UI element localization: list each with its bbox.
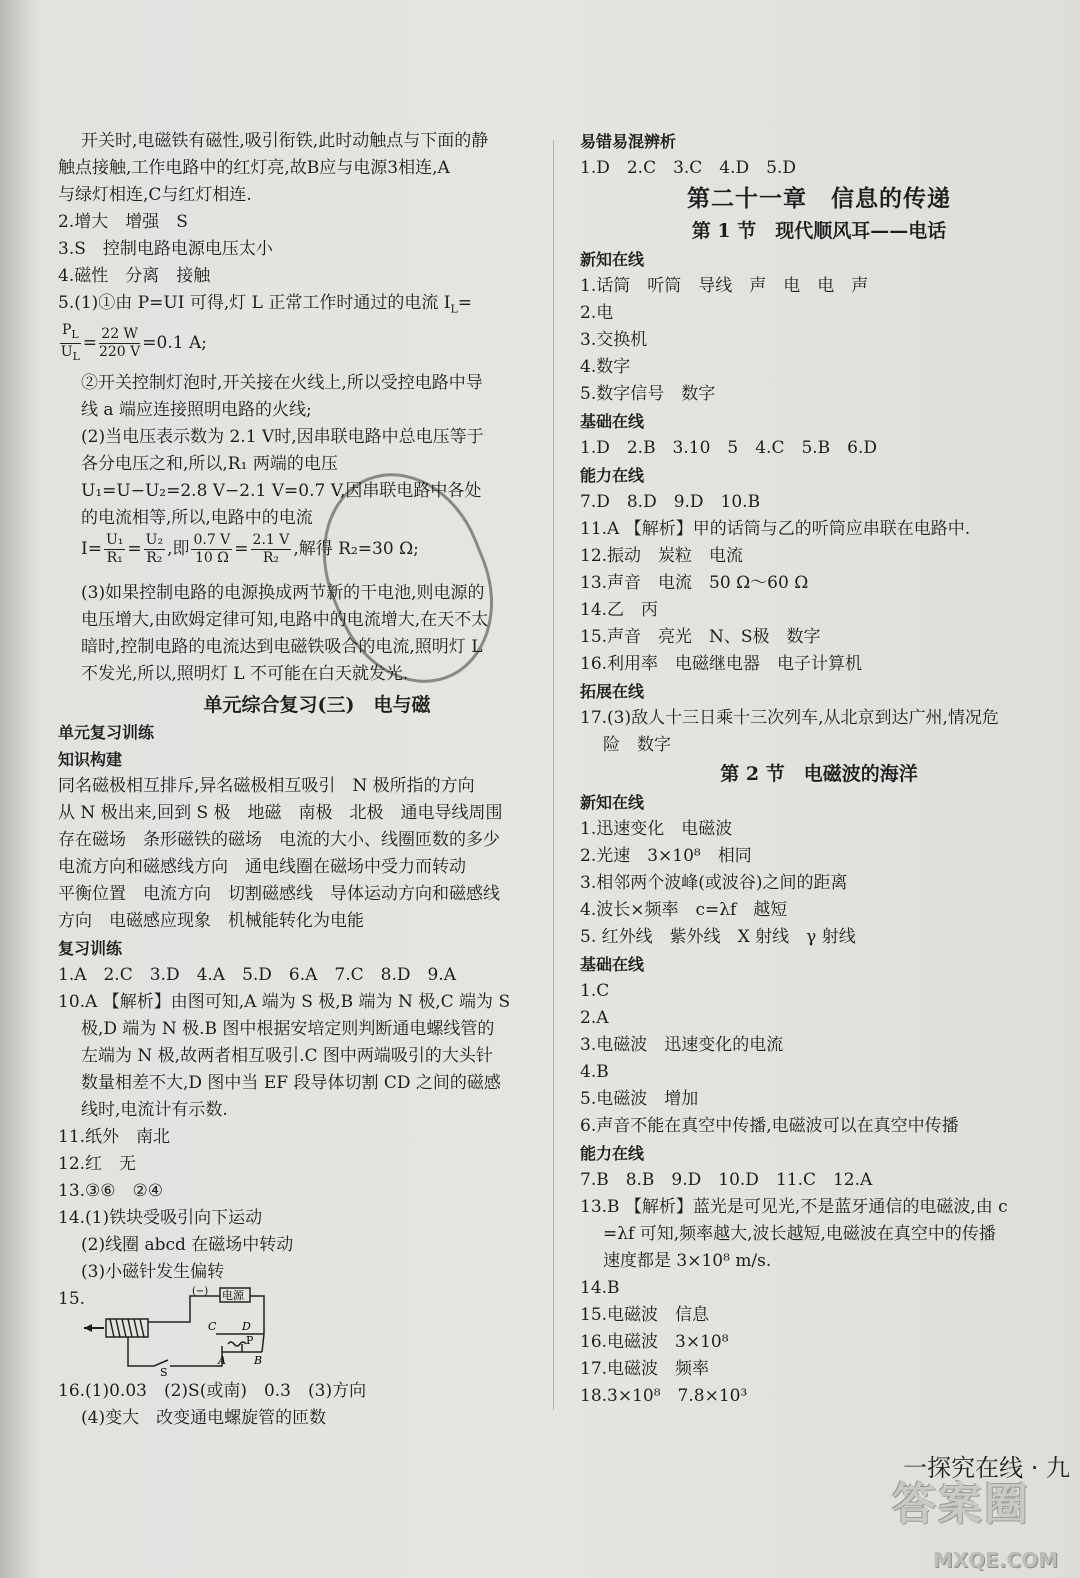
text-line: 17.(3)敌人十三日乘十三次列车,从北京到达广州,情况危 [580, 708, 999, 728]
label-a: A [218, 1354, 226, 1368]
answer-2: 2.增大 增强 S [58, 212, 188, 232]
minus-label: (−) [192, 1286, 209, 1298]
column-divider [553, 140, 554, 1410]
answer-3: 3.S 控制电路电源电压太小 [58, 239, 273, 259]
text-line: 14.乙 丙 [580, 600, 659, 620]
text-line: (3)小磁针发生偏转 [81, 1262, 225, 1283]
subheading: 单元复习训练 [58, 723, 155, 743]
section-title: 第 2 节 电磁波的海洋 [720, 763, 918, 785]
text-line: 线时,电流计有示数. [81, 1100, 228, 1121]
text-line: U₁=U−U₂=2.8 V−2.1 V=0.7 V,因串联电路中各处 [81, 481, 482, 502]
subheading: 基础在线 [580, 955, 645, 974]
text-line: 5.电磁波 增加 [580, 1089, 699, 1109]
text-line: 数量相差不大,D 图中当 EF 段导体切割 CD 之间的磁感 [81, 1073, 501, 1094]
text-line: 3.交换机 [580, 330, 648, 350]
text-line: (4)变大 改变通电螺旋管的匝数 [81, 1408, 327, 1429]
text-line: 6.声音不能在真空中传播,电磁波可以在真空中传播 [580, 1116, 959, 1136]
text-line: 2.电 [580, 303, 614, 323]
text-line: 各分电压之和,所以,R₁ 两端的电压 [81, 454, 338, 475]
text-line: 4.数字 [580, 357, 631, 377]
text-line: 15.声音 亮光 N、S极 数字 [580, 627, 821, 647]
chapter-title: 第二十一章 信息的传递 [687, 185, 951, 212]
section-title: 第 1 节 现代顺风耳——电话 [691, 220, 947, 242]
text-line: ②开关控制灯泡时,开关接在火线上,所以受控电路中导 [81, 373, 483, 394]
fraction: $\frac{22 W}{220 V}$ [98, 326, 141, 361]
book-binding-shadow [0, 0, 30, 1578]
text-line: 14.B [580, 1278, 620, 1298]
text-line: 触点接触,工作电路中的红灯亮,故B应与电源3相连,A [58, 158, 450, 178]
subheading: 能力在线 [580, 1144, 645, 1163]
text-line: 平衡位置 电流方向 切割磁感线 导体运动方向和磁感线 [58, 884, 500, 905]
answer-16: 16.(1)0.03 (2)S(或南) 0.3 (3)方向 [58, 1381, 367, 1402]
answer-5-intro: 5.(1)①由 P=UI 可得,灯 L 正常工作时通过的电流 $I_L=$ [58, 293, 473, 316]
right-column [580, 128, 1058, 1410]
text-line: 开关时,电磁铁有磁性,吸引衔铁,此时动触点与下面的静 [81, 131, 489, 151]
watermark-logo: 答案圈 [892, 1479, 1030, 1530]
text-line: 暗时,控制电路的电流达到电磁铁吸合的电流,照明灯 L [81, 637, 483, 658]
text-line: 5.数字信号 数字 [580, 384, 716, 404]
subheading: 知识构建 [58, 750, 123, 770]
subheading: 能力在线 [580, 466, 645, 485]
text-line: 13.B 【解析】蓝光是可见光,不是蓝牙通信的电磁波,由 c [580, 1197, 1008, 1217]
label-s: S [160, 1366, 168, 1379]
label-b: B [254, 1354, 263, 1368]
answer-14: 14.(1)铁块受吸引向下运动 [58, 1208, 263, 1229]
text-line: 16.利用率 电磁继电器 电子计算机 [580, 654, 863, 674]
text-line: 4.波长×频率 c=λf 越短 [580, 900, 788, 920]
text-line: 同名磁极相互排斥,异名磁极相互吸引 N 极所指的方向 [58, 776, 475, 797]
unit-title: 单元综合复习(三) 电与磁 [203, 694, 431, 717]
subheading: 复习训练 [58, 939, 123, 959]
fraction: $\frac{\text{U₂}}{\text{R₂}}$ [145, 532, 164, 567]
fraction: $\frac{\text{U₁}}{\text{R₁}}$ [105, 532, 124, 567]
subheading: 基础在线 [580, 412, 645, 431]
formula-resistance: I= $\frac{\text{U₁}}{\text{R₁}}$ = $\frac{\text{U₂}}{\text{R₂}}$ ,即 $\frac{0.7 V}{10 \Omega}$ = $\frac{2.1 V}{\text{R₂}}$ ,解得 R₂=30 Ω; [81, 532, 419, 567]
text-line: 从 N 极出来,回到 S 极 地磁 南极 北极 通电导线周围 [58, 803, 503, 824]
answer-12: 12.红 无 [58, 1154, 137, 1175]
circuit-figure [82, 1286, 312, 1378]
text-line: 速度都是 3×10⁸ m/s. [603, 1251, 772, 1271]
text-line: 不发光,所以,照明灯 L 不可能在白天就发光. [81, 664, 409, 685]
subheading: 新知在线 [580, 250, 645, 269]
text-line: 5. 红外线 紫外线 X 射线 γ 射线 [580, 927, 856, 947]
subheading: 新知在线 [580, 793, 645, 812]
text-line: 12.振动 炭粒 电流 [580, 546, 744, 566]
text-line: 16.电磁波 3×10⁸ [580, 1332, 729, 1352]
text-line: 18.3×10⁸ 7.8×10³ [580, 1386, 748, 1406]
text-line: 方向 电磁感应现象 机械能转化为电能 [58, 911, 364, 932]
text-line: 1.D 2.B 3.10 5 4.C 5.B 6.D [580, 438, 878, 458]
text-line: 电流方向和磁感线方向 通电线圈在磁场中受力而转动 [58, 857, 466, 878]
text-line: 13.声音 电流 50 Ω～60 Ω [580, 573, 809, 593]
text-line: =λf 可知,频率越大,波长越短,电磁波在真空中的传播 [603, 1224, 996, 1244]
text-line: 2.光速 3×10⁸ 相同 [580, 846, 752, 866]
text-line: 4.B [580, 1062, 609, 1082]
text-line: (3)如果控制电路的电源换成两节新的干电池,则电源的 [81, 583, 485, 604]
text-line: 17.电磁波 频率 [580, 1359, 710, 1379]
text-line: (2)线圈 abcd 在磁场中转动 [81, 1235, 294, 1256]
text-line: 7.D 8.D 9.D 10.B [580, 492, 761, 512]
answer-13: 13.③⑥ ②④ [58, 1181, 163, 1202]
text-line: 1.D 2.C 3.C 4.D 5.D [580, 158, 797, 178]
text-line: 1.话筒 听筒 导线 声 电 电 声 [580, 276, 869, 296]
watermark-url: MXQE.COM [932, 1548, 1058, 1572]
text-line: 险 数字 [603, 735, 671, 755]
answer-15-label: 15. [58, 1289, 86, 1310]
text-line: 3.电磁波 迅速变化的电流 [580, 1035, 784, 1055]
text-line: 极,D 端为 N 极.B 图中根据安培定则判断通电螺线管的 [81, 1019, 495, 1040]
fraction: $\frac{0.7 V}{10 \Omega}$ [193, 532, 231, 567]
circuit-diagram [58, 1286, 536, 1378]
answer-11: 11.纸外 南北 [58, 1127, 171, 1148]
answer-1-9: 1.A 2.C 3.D 4.A 5.D 6.A 7.C 8.D 9.A [58, 965, 456, 986]
text-line: 7.B 8.B 9.D 10.D 11.C 12.A [580, 1170, 873, 1190]
formula-current: $\frac{P_L}{U_L}$ = $\frac{22 W}{220 V}$ =0.1 A; [60, 322, 207, 363]
text-line: 11.A 【解析】甲的话筒与乙的听筒应串联在电路中. [580, 519, 971, 539]
answer-4: 4.磁性 分离 接触 [58, 266, 211, 286]
left-column [58, 128, 536, 1432]
source-label: 电源 [222, 1289, 244, 1303]
label-c: C [208, 1320, 217, 1334]
text-line: (2)当电压表示数为 2.1 V时,因串联电路中总电压等于 [81, 427, 484, 448]
label-d: D [242, 1320, 251, 1334]
label-p: P [246, 1334, 254, 1348]
text-line: 2.A [580, 1008, 609, 1028]
text-line: 电压增大,由欧姆定律可知,电路中的电流增大,在天不太 [81, 610, 489, 631]
subheading: 拓展在线 [580, 682, 645, 701]
fraction: $\frac{P_L}{U_L}$ [60, 322, 80, 363]
text-line: 1.C [580, 981, 610, 1001]
subheading: 易错易混辨析 [580, 132, 677, 151]
text-line: 存在磁场 条形磁铁的磁场 电流的大小、线圈匝数的多少 [58, 830, 500, 851]
text-line: 左端为 N 极,故两者相互吸引.C 图中两端吸引的大头针 [81, 1046, 493, 1067]
text-line: 线 a 端应连接照明电路的火线; [81, 400, 312, 421]
text-line: 的电流相等,所以,电路中的电流 [81, 508, 313, 529]
page-footer: 一探究在线 · 九 [903, 1454, 1070, 1482]
text-line: 1.迅速变化 电磁波 [580, 819, 733, 839]
text-line: 10.A 【解析】由图可知,A 端为 S 极,B 端为 N 极,C 端为 S [58, 992, 511, 1013]
fraction: $\frac{2.1 V}{\text{R₂}}$ [252, 532, 290, 567]
text-line: 15.电磁波 信息 [580, 1305, 710, 1325]
text-line: 与绿灯相连,C与红灯相连. [58, 185, 252, 205]
text-line: 3.相邻两个波峰(或波谷)之间的距离 [580, 873, 848, 893]
